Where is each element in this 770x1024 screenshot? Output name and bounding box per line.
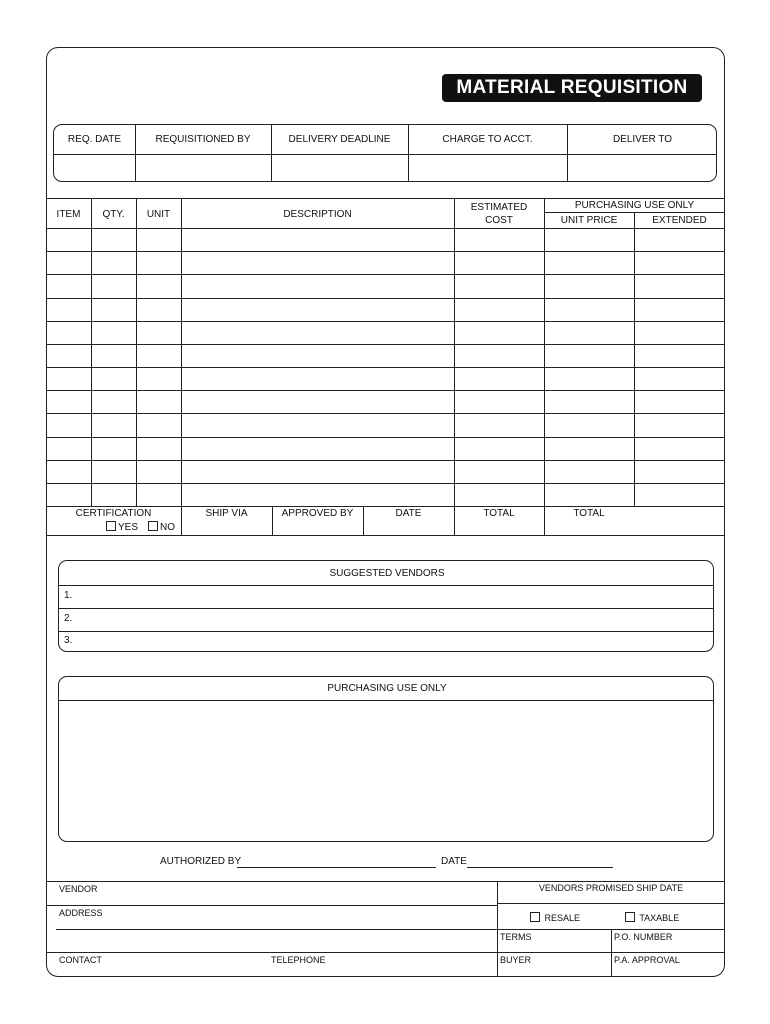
purchasing-notes-area[interactable] (61, 703, 711, 837)
requisitioned-by-field[interactable] (135, 154, 271, 182)
taxable-label: TAXABLE (639, 913, 680, 923)
table-row[interactable] (46, 298, 725, 321)
total-estimated-label: TOTAL (483, 508, 515, 519)
table-row[interactable] (46, 367, 725, 390)
ship-via-label: SHIP VIA (205, 508, 248, 519)
purchasing-use-title: PURCHASING USE ONLY (327, 683, 447, 694)
form-title: MATERIAL REQUISITION (442, 74, 702, 102)
yes-checkbox[interactable] (106, 521, 116, 531)
requisitioned-by-label: REQUISITIONED BY (155, 134, 251, 145)
table-row[interactable] (46, 437, 725, 460)
ship-date-line (497, 903, 725, 904)
col-divider (181, 198, 182, 535)
resale-label: RESALE (544, 913, 581, 923)
vendor-line (46, 905, 497, 906)
table-row[interactable] (46, 390, 725, 413)
table-row[interactable] (46, 344, 725, 367)
authorized-by-label: AUTHORIZED BY (160, 856, 242, 867)
vendors-divider (59, 585, 713, 586)
purchasing-use-box (58, 676, 714, 842)
taxable-checkbox[interactable] (625, 912, 635, 922)
table-top-line (46, 198, 725, 199)
col-unit-header: UNIT (146, 209, 171, 220)
address-label: ADDRESS (59, 908, 103, 918)
purchasing-use-divider (59, 700, 713, 701)
col-divider (136, 198, 137, 506)
vendor-line-1[interactable]: 1. (64, 590, 73, 601)
delivery-deadline-label: DELIVERY DEADLINE (288, 134, 391, 145)
promised-ship-date-label: VENDORS PROMISED SHIP DATE (538, 883, 684, 893)
approved-by-label: APPROVED BY (281, 508, 354, 519)
certification-label: CERTIFICATION (75, 508, 152, 519)
contact-label: CONTACT (59, 955, 102, 965)
vendor-label: VENDOR (59, 884, 98, 894)
cert-yes-option[interactable] (106, 521, 138, 533)
col-divider (91, 198, 92, 506)
col-divider (634, 212, 635, 506)
col-item-header: ITEM (56, 209, 81, 220)
resale-checkbox[interactable] (530, 912, 540, 922)
yes-label: YES (118, 522, 139, 533)
buyer-label: BUYER (500, 955, 532, 965)
vendor-line-3[interactable]: 3. (64, 635, 73, 646)
deliver-to-field[interactable] (567, 154, 717, 182)
authorized-by-line[interactable] (237, 867, 436, 868)
po-number-label: P.O. NUMBER (614, 932, 673, 942)
header-fields-box (53, 124, 717, 182)
table-body-bottom (46, 506, 725, 507)
cert-no-option[interactable] (148, 521, 175, 533)
table-row[interactable] (46, 413, 725, 436)
charge-to-acct-label: CHARGE TO ACCT. (442, 134, 533, 145)
no-checkbox[interactable] (148, 521, 158, 531)
col-estimated-header: ESTIMATED (470, 202, 528, 213)
table-row[interactable] (46, 228, 725, 251)
table-row[interactable] (46, 321, 725, 344)
col-qty-header: QTY. (102, 209, 125, 220)
footer-row-bottom (46, 535, 725, 536)
req-date-label: REQ. DATE (67, 134, 122, 145)
terms-label: TERMS (500, 932, 532, 942)
auth-date-line[interactable] (467, 867, 613, 868)
vendor-block-top (46, 881, 725, 882)
vendor-line-2[interactable]: 2. (64, 613, 73, 624)
table-row[interactable] (46, 483, 725, 506)
purchasing-use-header: PURCHASING USE ONLY (574, 200, 695, 211)
req-date-field[interactable] (54, 154, 135, 182)
pa-approval-label: P.A. APPROVAL (614, 955, 680, 965)
no-label: NO (160, 522, 175, 533)
table-row[interactable] (46, 274, 725, 297)
col-cost-header: COST (485, 215, 513, 226)
col-divider (544, 198, 545, 535)
charge-to-acct-field[interactable] (408, 154, 567, 182)
terms-divider (611, 929, 612, 976)
address-line (56, 929, 497, 930)
col-extended-header: EXTENDED (652, 215, 707, 226)
suggested-vendors-title: SUGGESTED VENDORS (329, 568, 445, 579)
contact-line (46, 952, 497, 953)
table-row[interactable] (46, 251, 725, 274)
taxable-option[interactable] (625, 912, 679, 923)
footer-date-label: DATE (395, 508, 422, 519)
col-divider (454, 198, 455, 535)
auth-date-label: DATE (441, 856, 467, 867)
resale-option[interactable] (530, 912, 580, 923)
vendors-divider (59, 608, 713, 609)
total-extended-label: TOTAL (573, 508, 605, 519)
deliver-to-label: DELIVER TO (612, 134, 673, 145)
table-row[interactable] (46, 460, 725, 483)
vendors-divider (59, 631, 713, 632)
suggested-vendors-box (58, 560, 714, 652)
delivery-deadline-field[interactable] (271, 154, 408, 182)
telephone-label: TELEPHONE (271, 955, 326, 965)
col-description-header: DESCRIPTION (283, 209, 352, 220)
col-unit-price-header: UNIT PRICE (560, 215, 618, 226)
